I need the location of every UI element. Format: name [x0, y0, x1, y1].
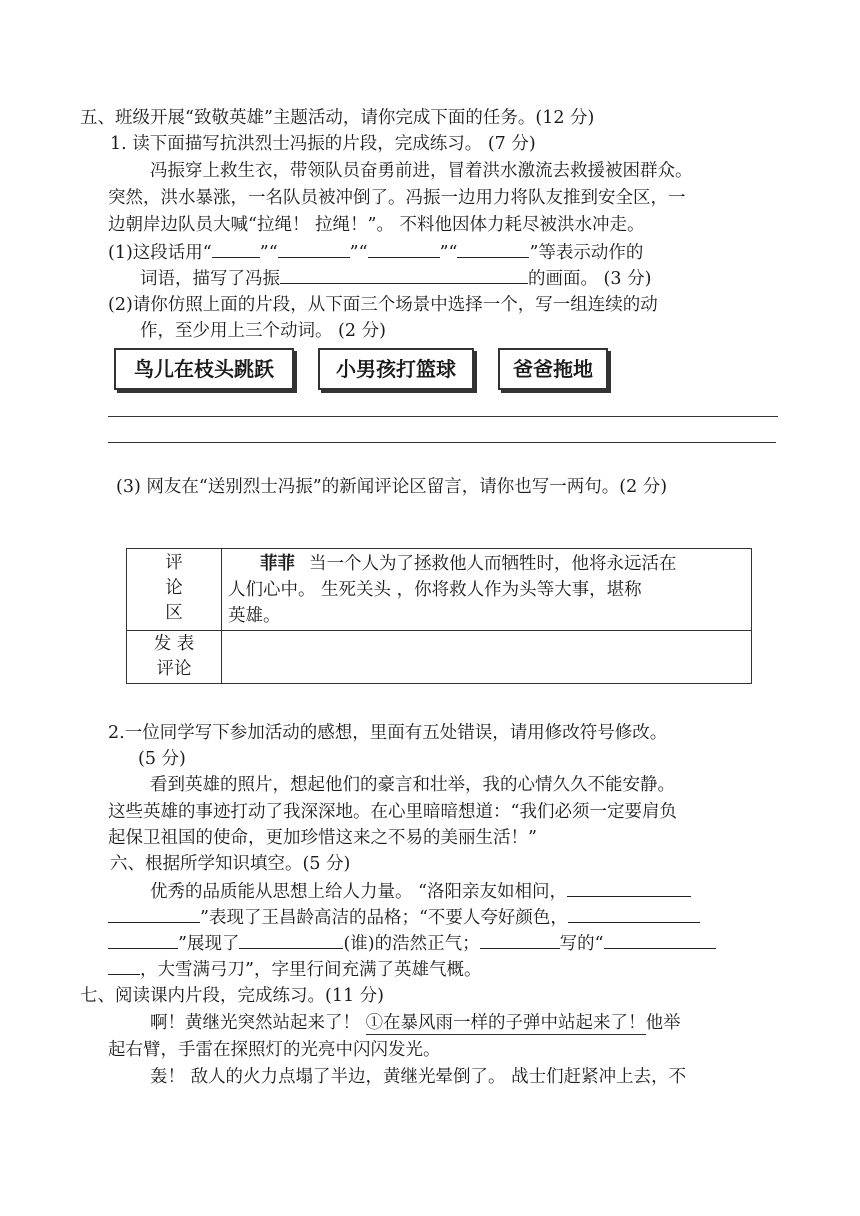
question2-line-2: (5 分) — [138, 749, 186, 769]
blank-poem-2a[interactable] — [568, 906, 700, 923]
fill-line-4 — [108, 958, 481, 981]
sub1-line2-prefix: 词语，描写了冯振 — [140, 269, 280, 289]
comment-line-3: 英雄。 — [228, 606, 281, 626]
reading-text: 他举 — [645, 1013, 681, 1033]
section5-heading: 五、班级开展“致敬英雄”主题活动，请你完成下面的任务。(12 分) — [80, 108, 595, 128]
reading-line-3: 轰！ 敌人的火力点塌了半边，黄继光晕倒了。 战士们赶紧冲上去，不 — [150, 1067, 687, 1087]
sub1-sep-2: ”“ — [349, 243, 368, 263]
sub1-sep-3: ”“ — [439, 243, 458, 263]
blank-2[interactable] — [278, 241, 350, 258]
reading-line-1 — [150, 1012, 681, 1034]
fill-line-1 — [150, 880, 691, 903]
fill-text: 优秀的品质能从思想上给人力量。 “洛阳亲友如相问， — [150, 882, 568, 902]
underlined-sentence: ①在暴风雨一样的子弹中站起来了！ — [365, 1013, 646, 1033]
sub-question-1-line-1 — [108, 241, 643, 264]
label-line: 评论 — [156, 659, 192, 679]
q2-passage-line-2: 这些英雄的事迹打动了我深深地。在心里暗暗想道：“我们必须一定要肩负 — [108, 802, 677, 822]
label-line: 发 表 — [153, 634, 195, 654]
blank-who[interactable] — [239, 932, 343, 949]
post-comment-field[interactable] — [222, 631, 752, 684]
sub-question-2-line-1: (2)请你仿照上面的片段，从下面三个场景中选择一个，写一组连续的动 — [108, 295, 658, 315]
answer-line-1[interactable] — [108, 416, 778, 417]
label-char: 论 — [165, 578, 183, 598]
blank-poem-3a[interactable] — [604, 932, 716, 949]
scene-box-bird: 鸟儿在枝头跳跃 — [114, 348, 294, 390]
fill-text: (谁)的浩然正气； — [343, 934, 480, 954]
passage-line-1: 冯振穿上救生衣，带领队员奋勇前进，冒着洪水激流去救援被困群众。 — [150, 161, 693, 181]
question1-title: 1. 读下面描写抗洪烈士冯振的片段，完成练习。 (7 分) — [110, 134, 536, 154]
blank-5[interactable] — [280, 267, 528, 284]
comment-area-label — [127, 549, 222, 631]
fill-line-2 — [108, 906, 700, 929]
reading-text: 啊！黄继光突然站起来了！ — [150, 1013, 366, 1033]
sub-question-2-line-2: 作，至少用上三个动词。 (2 分) — [140, 321, 386, 341]
blank-poem-1a[interactable] — [567, 880, 691, 897]
blank-1[interactable] — [212, 241, 260, 258]
fill-text: ，大雪满弓刀”，字里行间充满了英雄气概。 — [140, 960, 482, 980]
section7-heading: 七、阅读课内片段，完成练习。(11 分) — [80, 986, 384, 1006]
comment-line-1: 当一个人为了拯救他人而牺牲时，他将永远活在 — [309, 554, 677, 574]
sub1-sep-1: ”“ — [259, 243, 278, 263]
blank-author[interactable] — [480, 932, 560, 949]
scene-box-mopping: 爸爸拖地 — [498, 348, 608, 390]
fill-text: ”表现了王昌龄高洁的品格；“不要人夸好颜色， — [200, 908, 568, 928]
q2-passage-line-1: 看到英雄的照片，想起他们的豪言和壮举，我的心情久久不能安静。 — [150, 775, 675, 795]
reading-line-2: 起右臂，手雷在探照灯的光亮中闪闪发光。 — [108, 1040, 441, 1060]
blank-3[interactable] — [368, 241, 440, 258]
sub1-line2-suffix: 的画面。 (3 分) — [528, 269, 652, 289]
blank-poem-1b[interactable] — [108, 906, 200, 923]
passage-line-2: 突然，洪水暴涨，一名队员被冲倒了。冯振一边用力将队友推到安全区，一 — [108, 188, 686, 208]
sub1-suffix: ”等表示动作的 — [529, 243, 644, 263]
scene-box-basketball: 小男孩打篮球 — [318, 348, 474, 390]
blank-poem-3b[interactable] — [108, 958, 140, 975]
fill-text: ”展现了 — [178, 934, 240, 954]
blank-4[interactable] — [457, 241, 529, 258]
answer-line-2[interactable] — [108, 442, 776, 443]
label-char: 评 — [165, 553, 183, 573]
question2-line-1: 2.一位同学写下参加活动的感想，里面有五处错误，请用修改符号修改。 — [108, 723, 668, 743]
comment-table — [126, 548, 752, 684]
fill-text: 写的“ — [559, 934, 604, 954]
sub-question-3: (3) 网友在“送别烈士冯振”的新闻评论区留言，请你也写一两句。(2 分) — [116, 477, 668, 497]
section6-heading: 六、根据所学知识填空。(5 分) — [110, 854, 351, 874]
sub1-prefix: (1)这段话用“ — [108, 243, 212, 263]
q2-passage-line-3: 起保卫祖国的使命，更加珍惜这来之不易的美丽生活！” — [108, 828, 537, 848]
passage-line-3: 边朝岸边队员大喊“拉绳！ 拉绳！”。 不料他因体力耗尽被洪水冲走。 — [108, 215, 645, 235]
commenter-name: 菲菲 — [260, 554, 295, 574]
post-comment-label — [127, 631, 222, 684]
existing-comment — [222, 549, 752, 631]
comment-line-2: 人们心中。 生死关头 ，你将救人作为头等大事，堪称 — [228, 580, 642, 600]
sub-question-1-line-2 — [140, 267, 651, 290]
blank-poem-2b[interactable] — [108, 932, 178, 949]
fill-line-3 — [108, 932, 716, 955]
label-char: 区 — [165, 603, 183, 623]
